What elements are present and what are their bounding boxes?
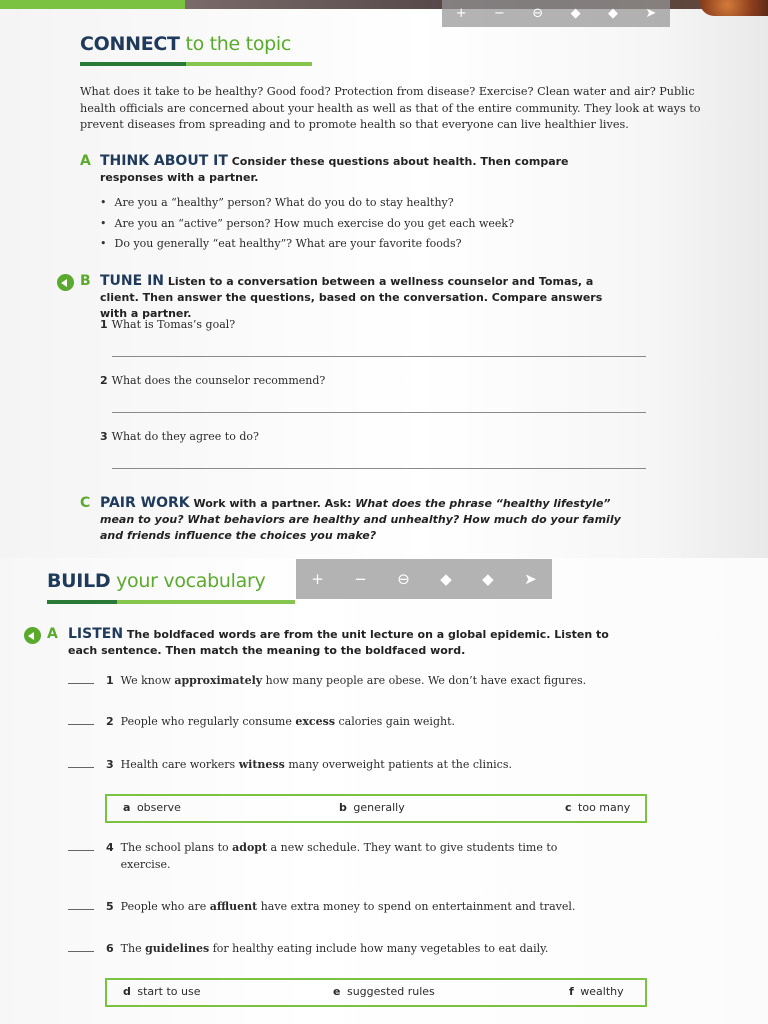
activity-c-instructions xyxy=(100,495,625,544)
zoom-reset-icon[interactable]: ⊖ xyxy=(532,6,544,21)
audio-play-icon[interactable] xyxy=(24,627,41,644)
section-title-build xyxy=(47,570,265,592)
vocab-item-4: 4 The school plans to adopt a new schedule. They want to give students time to exercise. xyxy=(68,839,611,873)
choice-d: d start to use xyxy=(123,985,201,998)
question-3: 3 What do they agree to do? xyxy=(100,430,259,443)
viewer-toolbar-bottom xyxy=(296,559,552,599)
answer-line-3[interactable] xyxy=(112,468,646,469)
page-build-vocabulary xyxy=(0,558,768,1024)
answer-blank[interactable] xyxy=(68,683,94,684)
vocab-item-2: 2 People who regularly consume excess calories gain weight. xyxy=(68,713,611,730)
answer-blank[interactable] xyxy=(68,724,94,725)
bullet-item: • Are you a “healthy” person? What do you do to stay healthy? xyxy=(100,193,514,214)
vocab-item-1: 1 We know approximately how many people are obese. We don’t have exact figures. xyxy=(68,672,611,689)
activity-a-instructions xyxy=(100,153,620,186)
choice-f: f wealthy xyxy=(569,985,624,998)
activity-a-keyword: LISTEN xyxy=(68,626,124,642)
vocab-item-5: 5 People who are affluent have extra money to spend on entertainment and travel. xyxy=(68,898,611,915)
select-cursor-icon[interactable]: ➤ xyxy=(645,6,657,21)
zoom-out-icon[interactable]: − xyxy=(354,570,367,588)
activity-b-text: Listen to a conversation between a wellness counselor and Tomas, a client. Then answer the questions, based on the conversation. Compare answers with a partner. xyxy=(100,275,603,320)
choice-e: e suggested rules xyxy=(333,985,435,998)
select-cursor-icon[interactable]: ➤ xyxy=(524,570,537,588)
choices-box-2 xyxy=(105,978,647,1007)
question-bullets xyxy=(100,193,514,255)
section-title-connect xyxy=(80,33,291,55)
title-light: to the topic xyxy=(185,33,292,55)
previous-page-icon[interactable]: ◆ xyxy=(570,6,581,21)
zoom-out-icon[interactable]: − xyxy=(493,6,505,21)
activity-letter-b: B xyxy=(80,273,91,289)
activity-a-text: The boldfaced words are from the unit lecture on a global epidemic. Listen to each sentence. Then match the meaning to the boldfaced word. xyxy=(68,628,609,657)
activity-b-instructions xyxy=(100,273,630,322)
title-underline xyxy=(80,62,312,66)
title-strong: CONNECT xyxy=(80,33,180,55)
question-1: 1 What is Tomas’s goal? xyxy=(100,318,236,331)
activity-c-keyword: PAIR WORK xyxy=(100,495,190,511)
activity-letter-a: A xyxy=(80,153,91,169)
title-light: your vocabulary xyxy=(116,570,266,592)
answer-blank[interactable] xyxy=(68,951,94,952)
vocab-item-3: 3 Health care workers witness many overweight patients at the clinics. xyxy=(68,756,611,773)
activity-c-text: Work with a partner. Ask: xyxy=(193,497,352,510)
title-underline xyxy=(47,600,295,604)
activity-b-keyword: TUNE IN xyxy=(100,273,164,289)
answer-line-2[interactable] xyxy=(112,412,646,413)
activity-letter-a: A xyxy=(47,626,58,642)
choice-b: b generally xyxy=(339,801,405,814)
header-food-photo xyxy=(700,0,768,16)
activity-c-questions: What does the phrase “healthy lifestyle” mean to you? What behaviors are healthy and unhealthy? How much do your family and friends influence the choices you make? xyxy=(100,497,621,542)
viewer-toolbar-top xyxy=(442,0,670,27)
intro-paragraph: What does it take to be healthy? Good food? Protection from disease? Exercise? Clean water and air? Public health officials are concerned about your health as well as that of the entire community. They look at ways to prevent diseases from spreading and to promote health so that everyone can live healthier lives. xyxy=(80,85,701,131)
header-stripe xyxy=(0,0,185,9)
choices-box-1 xyxy=(105,794,647,823)
zoom-in-icon[interactable]: + xyxy=(455,6,467,21)
question-2: 2 What does the counselor recommend? xyxy=(100,374,326,387)
zoom-reset-icon[interactable]: ⊖ xyxy=(397,570,410,588)
choice-a: a observe xyxy=(123,801,181,814)
activity-a-instructions xyxy=(68,626,638,659)
activity-letter-c: C xyxy=(80,495,91,511)
next-page-icon[interactable]: ◆ xyxy=(482,570,494,588)
title-strong: BUILD xyxy=(47,570,111,592)
answer-blank[interactable] xyxy=(68,850,94,851)
zoom-in-icon[interactable]: + xyxy=(311,570,324,588)
activity-a-keyword: THINK ABOUT IT xyxy=(100,153,228,169)
previous-page-icon[interactable]: ◆ xyxy=(440,570,452,588)
bullet-item: • Do you generally “eat healthy”? What are your favorite foods? xyxy=(100,234,514,255)
choice-c: c too many xyxy=(565,801,631,814)
vocab-item-6: 6 The guidelines for healthy eating include how many vegetables to eat daily. xyxy=(68,940,611,957)
answer-line-1[interactable] xyxy=(112,356,646,357)
next-page-icon[interactable]: ◆ xyxy=(607,6,618,21)
bullet-item: • Are you an “active” person? How much exercise do you get each week? xyxy=(100,214,514,235)
answer-blank[interactable] xyxy=(68,767,94,768)
activity-a-text: Consider these questions about health. Then compare responses with a partner. xyxy=(100,155,569,184)
answer-blank[interactable] xyxy=(68,909,94,910)
audio-play-icon[interactable] xyxy=(57,274,74,291)
